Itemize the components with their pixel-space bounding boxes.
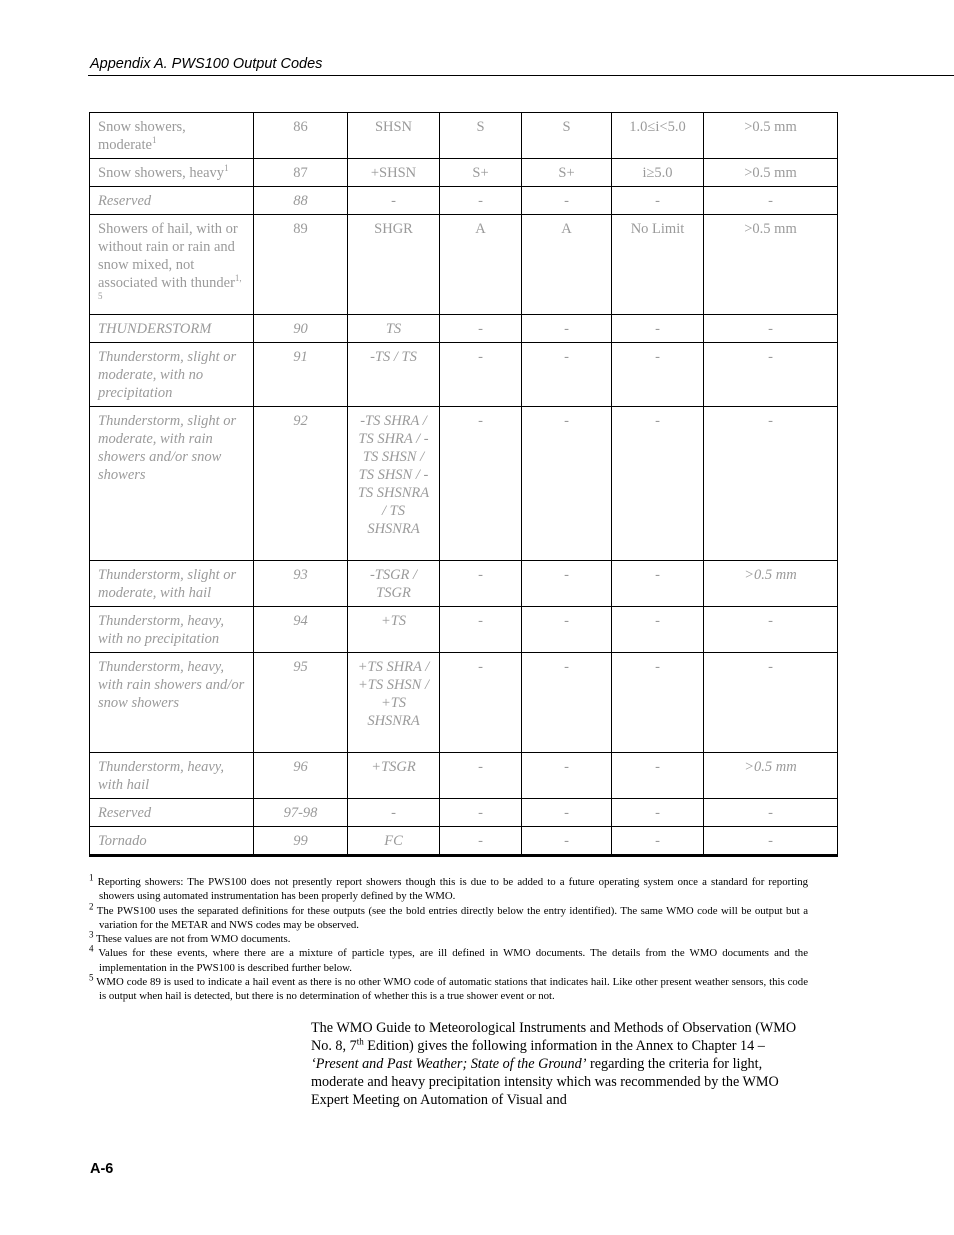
metar-code-cell: TS (348, 315, 440, 343)
nws-code-cell-2: - (522, 315, 612, 343)
accumulation-cell: - (704, 187, 838, 215)
wmo-code-cell: 96 (254, 753, 348, 799)
nws-code-cell-2: - (522, 187, 612, 215)
table-row (90, 561, 838, 607)
metar-code-cell: FC (348, 827, 440, 856)
metar-code-cell: -TSGR / TSGR (348, 561, 440, 607)
wmo-code-cell: 86 (254, 113, 348, 159)
wmo-code-cell: 95 (254, 653, 348, 753)
nws-code-cell-2: - (522, 827, 612, 856)
footnote: $^1$ Reporting showers: The PWS100 does not presently report showers though this is due to be added to a future operating system once a standard for reporting showers using automated instrumentation has been properly defined by the WMO. (89, 872, 808, 903)
table-row (90, 607, 838, 653)
nws-code-cell-2: - (522, 607, 612, 653)
metar-code-cell: +TS SHRA / +TS SHSN / +TS SHSNRA (348, 653, 440, 753)
metar-code-cell: -TS SHRA / TS SHRA / -TS SHSN / TS SHSN / -TS SHSNRA / TS SHSNRA (348, 407, 440, 561)
metar-code-cell: - (348, 799, 440, 827)
intensity-cell: - (612, 607, 704, 653)
desc-cell: Thunderstorm, heavy, with no precipitation (90, 607, 254, 653)
desc-cell: Reserved (90, 187, 254, 215)
nws-code-cell-2: S+ (522, 159, 612, 187)
metar-code-cell: SHSN (348, 113, 440, 159)
body-paragraph: The WMO Guide to Meteorological Instruments and Methods of Observation (WMO No. 8, 7th Edition) gives the following information in the Annex to Chapter 14 – ‘Present and Past Weather; State of the Ground’ regarding the criteria for light, moderate and heavy precipitation intensity which was recommended by the WMO Expert Meeting on Automation of Visual and (311, 1020, 797, 1108)
desc-cell: Snow showers, moderate$^1$ (90, 113, 254, 159)
wmo-code-cell: 99 (254, 827, 348, 856)
desc-cell: Reserved (90, 799, 254, 827)
nws-code-cell-2: A (522, 215, 612, 315)
nws-code-cell: S (440, 113, 522, 159)
table-row (90, 827, 838, 856)
desc-cell: Thunderstorm, slight or moderate, with rain showers and/or snow showers (90, 407, 254, 561)
wmo-code-cell: 93 (254, 561, 348, 607)
wmo-code-cell: 91 (254, 343, 348, 407)
desc-cell: Snow showers, heavy$^1$ (90, 159, 254, 187)
desc-cell: Tornado (90, 827, 254, 856)
table-row (90, 113, 838, 159)
intensity-cell: - (612, 561, 704, 607)
nws-code-cell: - (440, 315, 522, 343)
accumulation-cell: - (704, 827, 838, 856)
accumulation-cell: - (704, 343, 838, 407)
wmo-code-cell: 87 (254, 159, 348, 187)
intensity-cell: - (612, 753, 704, 799)
accumulation-cell: >0.5 mm (704, 159, 838, 187)
table-row (90, 653, 838, 753)
table-row (90, 343, 838, 407)
intensity-cell: - (612, 407, 704, 561)
desc-cell: Thunderstorm, slight or moderate, with no precipitation (90, 343, 254, 407)
page-number: A-6 (90, 1161, 114, 1177)
intensity-cell: i≥5.0 (612, 159, 704, 187)
footnote: $^4$ Values for these events, where there are a mixture of particle types, are ill defined in WMO documents. The details from the WMO documents and the implementation in the PWS100 is described further below. (89, 943, 808, 974)
metar-code-cell: - (348, 187, 440, 215)
intensity-cell: No Limit (612, 215, 704, 315)
accumulation-cell: - (704, 799, 838, 827)
wmo-code-cell: 89 (254, 215, 348, 315)
nws-code-cell: - (440, 561, 522, 607)
table-row (90, 215, 838, 315)
nws-code-cell: - (440, 827, 522, 856)
nws-code-cell: - (440, 753, 522, 799)
wmo-code-cell: 97-98 (254, 799, 348, 827)
nws-code-cell-2: - (522, 653, 612, 753)
desc-cell: Thunderstorm, heavy, with hail (90, 753, 254, 799)
footnote: $^3$ These values are not from WMO documents. (89, 929, 291, 946)
footnote: $^5$ WMO code 89 is used to indicate a hail event as there is no other WMO code of automatic stations that indicates hail. Like other present weather sensors, this code is output when hail is detected, but there is no determination of whether this is a true shower event or not. (89, 972, 808, 1003)
intensity-cell: - (612, 653, 704, 753)
intensity-cell: - (612, 799, 704, 827)
table-row (90, 159, 838, 187)
table-row (90, 799, 838, 827)
nws-code-cell-2: - (522, 407, 612, 561)
intensity-cell: - (612, 315, 704, 343)
table-row (90, 187, 838, 215)
desc-cell: Showers of hail, with or without rain or rain and snow mixed, not associated with thunder$^{1, 5}$ (90, 215, 254, 315)
nws-code-cell: A (440, 215, 522, 315)
metar-code-cell: +TS (348, 607, 440, 653)
nws-code-cell-2: - (522, 343, 612, 407)
nws-code-cell: - (440, 187, 522, 215)
desc-cell: Thunderstorm, slight or moderate, with hail (90, 561, 254, 607)
metar-code-cell: -TS / TS (348, 343, 440, 407)
accumulation-cell: >0.5 mm (704, 561, 838, 607)
metar-code-cell: SHGR (348, 215, 440, 315)
accumulation-cell: - (704, 315, 838, 343)
wmo-code-cell: 88 (254, 187, 348, 215)
output-codes-table (89, 112, 838, 857)
wmo-code-cell: 94 (254, 607, 348, 653)
nws-code-cell-2: - (522, 561, 612, 607)
wmo-code-cell: 92 (254, 407, 348, 561)
intensity-cell: - (612, 187, 704, 215)
accumulation-cell: - (704, 407, 838, 561)
wmo-code-cell: 90 (254, 315, 348, 343)
nws-code-cell: - (440, 343, 522, 407)
table-row (90, 407, 838, 561)
nws-code-cell-2: - (522, 753, 612, 799)
metar-code-cell: +TSGR (348, 753, 440, 799)
nws-code-cell: - (440, 607, 522, 653)
nws-code-cell: - (440, 653, 522, 753)
desc-cell: Thunderstorm, heavy, with rain showers and/or snow showers (90, 653, 254, 753)
page-header: Appendix A. PWS100 Output Codes (90, 56, 323, 72)
nws-code-cell: - (440, 407, 522, 561)
accumulation-cell: - (704, 653, 838, 753)
nws-code-cell-2: - (522, 799, 612, 827)
accumulation-cell: >0.5 mm (704, 753, 838, 799)
nws-code-cell-2: S (522, 113, 612, 159)
accumulation-cell: >0.5 mm (704, 113, 838, 159)
metar-code-cell: +SHSN (348, 159, 440, 187)
nws-code-cell: S+ (440, 159, 522, 187)
footnotes (89, 872, 808, 1004)
header-rule (88, 75, 954, 76)
table-row (90, 315, 838, 343)
intensity-cell: - (612, 827, 704, 856)
nws-code-cell: - (440, 799, 522, 827)
accumulation-cell: - (704, 607, 838, 653)
accumulation-cell: >0.5 mm (704, 215, 838, 315)
table-row (90, 753, 838, 799)
footnote: $^2$ The PWS100 uses the separated definitions for these outputs (see the bold entries directly below the entry identified). The same WMO code will be output but a variation for the METAR and NWS codes may be observed. (89, 901, 808, 931)
intensity-cell: - (612, 343, 704, 407)
intensity-cell: 1.0≤i<5.0 (612, 113, 704, 159)
desc-cell: THUNDERSTORM (90, 315, 254, 343)
